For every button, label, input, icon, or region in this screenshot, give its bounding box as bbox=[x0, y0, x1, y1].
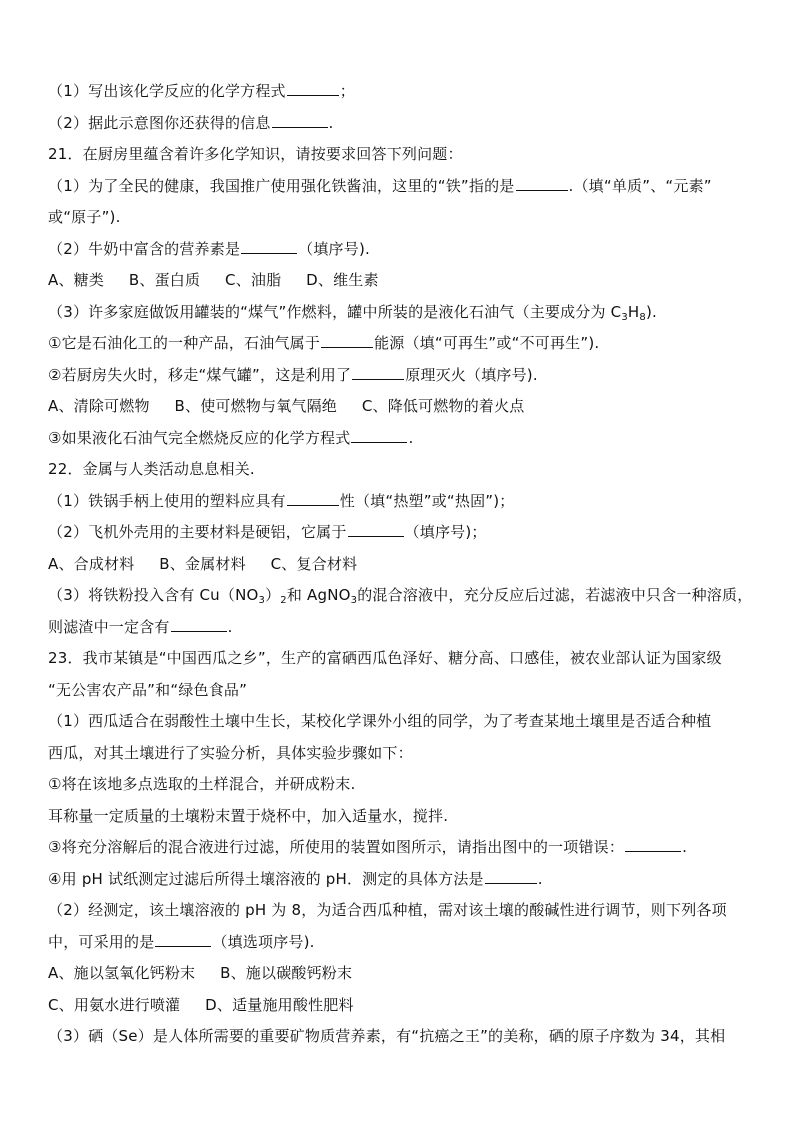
text-line: 耳称量一定质量的土壤粉末置于烧杯中，加入适量水，搅拌. bbox=[48, 807, 449, 825]
answer-blank bbox=[348, 522, 404, 537]
text-line: （2）飞机外壳用的主要材料是硬铝，它属于 （填序号)； bbox=[48, 523, 487, 541]
text-line: （3）硒（Se）是人体所需要的重要矿物质营养素，有“抗癌之王”的美称，硒的原子序数为 34，其相 bbox=[48, 1027, 726, 1045]
answer-blank bbox=[287, 491, 339, 506]
text-line: ①它是石油化工的一种产品，石油气属于 能源（填“可再生”或“不可再生”). bbox=[48, 334, 600, 352]
text-line: （1）西瓜适合在弱酸性土壤中生长，某校化学课外小组的同学，为了考查某地土壤里是否适合种植 bbox=[48, 712, 712, 730]
text-line: ④用 pH 试纸测定过滤后所得土壤溶液的 pH．测定的具体方法是 . bbox=[48, 870, 543, 888]
text-line: （1）铁锅手柄上使用的塑料应具有 性（填“热塑”或“热固”)； bbox=[48, 492, 515, 510]
answer-blank bbox=[287, 81, 339, 96]
text-line: （2）牛奶中富含的营养素是 （填序号). bbox=[48, 240, 370, 258]
answer-blank bbox=[171, 617, 227, 632]
text-line: （3）许多家庭做饭用罐装的“煤气”作燃料，罐中所装的是液化石油气（主要成分为 $C_3H_8$). bbox=[48, 303, 657, 323]
options-line: A、施以氢氧化钙粉末 B、施以碳酸钙粉末 bbox=[48, 964, 353, 982]
text-line: ③将充分溶解后的混合液进行过滤，所使用的装置如图所示，请指出图中的一项错误： . bbox=[48, 838, 688, 856]
text-line: （1）为了全民的健康，我国推广使用强化铁酱油，这里的“铁”指的是 .（填“单质”、“元素” bbox=[48, 177, 712, 195]
question-heading: 21．在厨房里蕴含着许多化学知识，请按要求回答下列问题： bbox=[48, 145, 463, 163]
answer-blank bbox=[155, 932, 211, 947]
question-heading: 22．金属与人类活动息息相关. bbox=[48, 460, 255, 478]
text-line: （2）经测定，该土壤溶液的 pH 为 8，为适合西瓜种植，需对该土壤的酸碱性进行调节，则下列各项 bbox=[48, 901, 727, 919]
text-line: （1）写出该化学反应的化学方程式 ； bbox=[48, 82, 355, 100]
text-line: 或“原子”). bbox=[48, 208, 121, 226]
answer-blank bbox=[485, 869, 537, 884]
answer-blank bbox=[321, 333, 373, 348]
text-line: ②若厨房失火时，移走“煤气罐”，这是利用了 原理灭火（填序号). bbox=[48, 366, 538, 384]
text-line: （3）将铁粉投入含有 $Cu(NO_3)_2$和 AgNO$_3$的混合溶液中，充分反应后过滤，若滤液中只含一种溶质， bbox=[48, 586, 753, 606]
options-line: A、清除可燃物 B、使可燃物与氧气隔绝 C、降低可燃物的着火点 bbox=[48, 397, 525, 415]
text-line: （2）据此示意图你还获得的信息 . bbox=[48, 114, 334, 132]
answer-blank bbox=[241, 239, 297, 254]
text-line: “无公害农产品”和“绿色食品” bbox=[48, 681, 248, 699]
answer-blank bbox=[352, 365, 404, 380]
text-line: 西瓜，对其土壤进行了实验分析，具体实验步骤如下： bbox=[48, 744, 413, 762]
text-line: ①将在该地多点选取的土样混合，并研成粉末. bbox=[48, 775, 356, 793]
options-line: C、用氨水进行喷灌 D、适量施用酸性肥料 bbox=[48, 996, 354, 1014]
question-heading: 23．我市某镇是“中国西瓜之乡”，生产的富硒西瓜色泽好、糖分高、口感佳，被农业部认证为国家级 bbox=[48, 649, 722, 667]
text-line: 中，可采用的是 （填选项序号). bbox=[48, 933, 315, 951]
text-line: 则滤渣中一定含有 . bbox=[48, 618, 233, 636]
options-line: A、合成材料 B、金属材料 C、复合材料 bbox=[48, 555, 358, 573]
options-line: A、糖类 B、蛋白质 C、油脂 D、维生素 bbox=[48, 271, 379, 289]
text-line: ③如果液化石油气完全燃烧反应的化学方程式 . bbox=[48, 429, 414, 447]
answer-blank bbox=[516, 176, 568, 191]
answer-blank bbox=[625, 837, 681, 852]
answer-blank bbox=[351, 428, 407, 443]
answer-blank bbox=[272, 113, 328, 128]
